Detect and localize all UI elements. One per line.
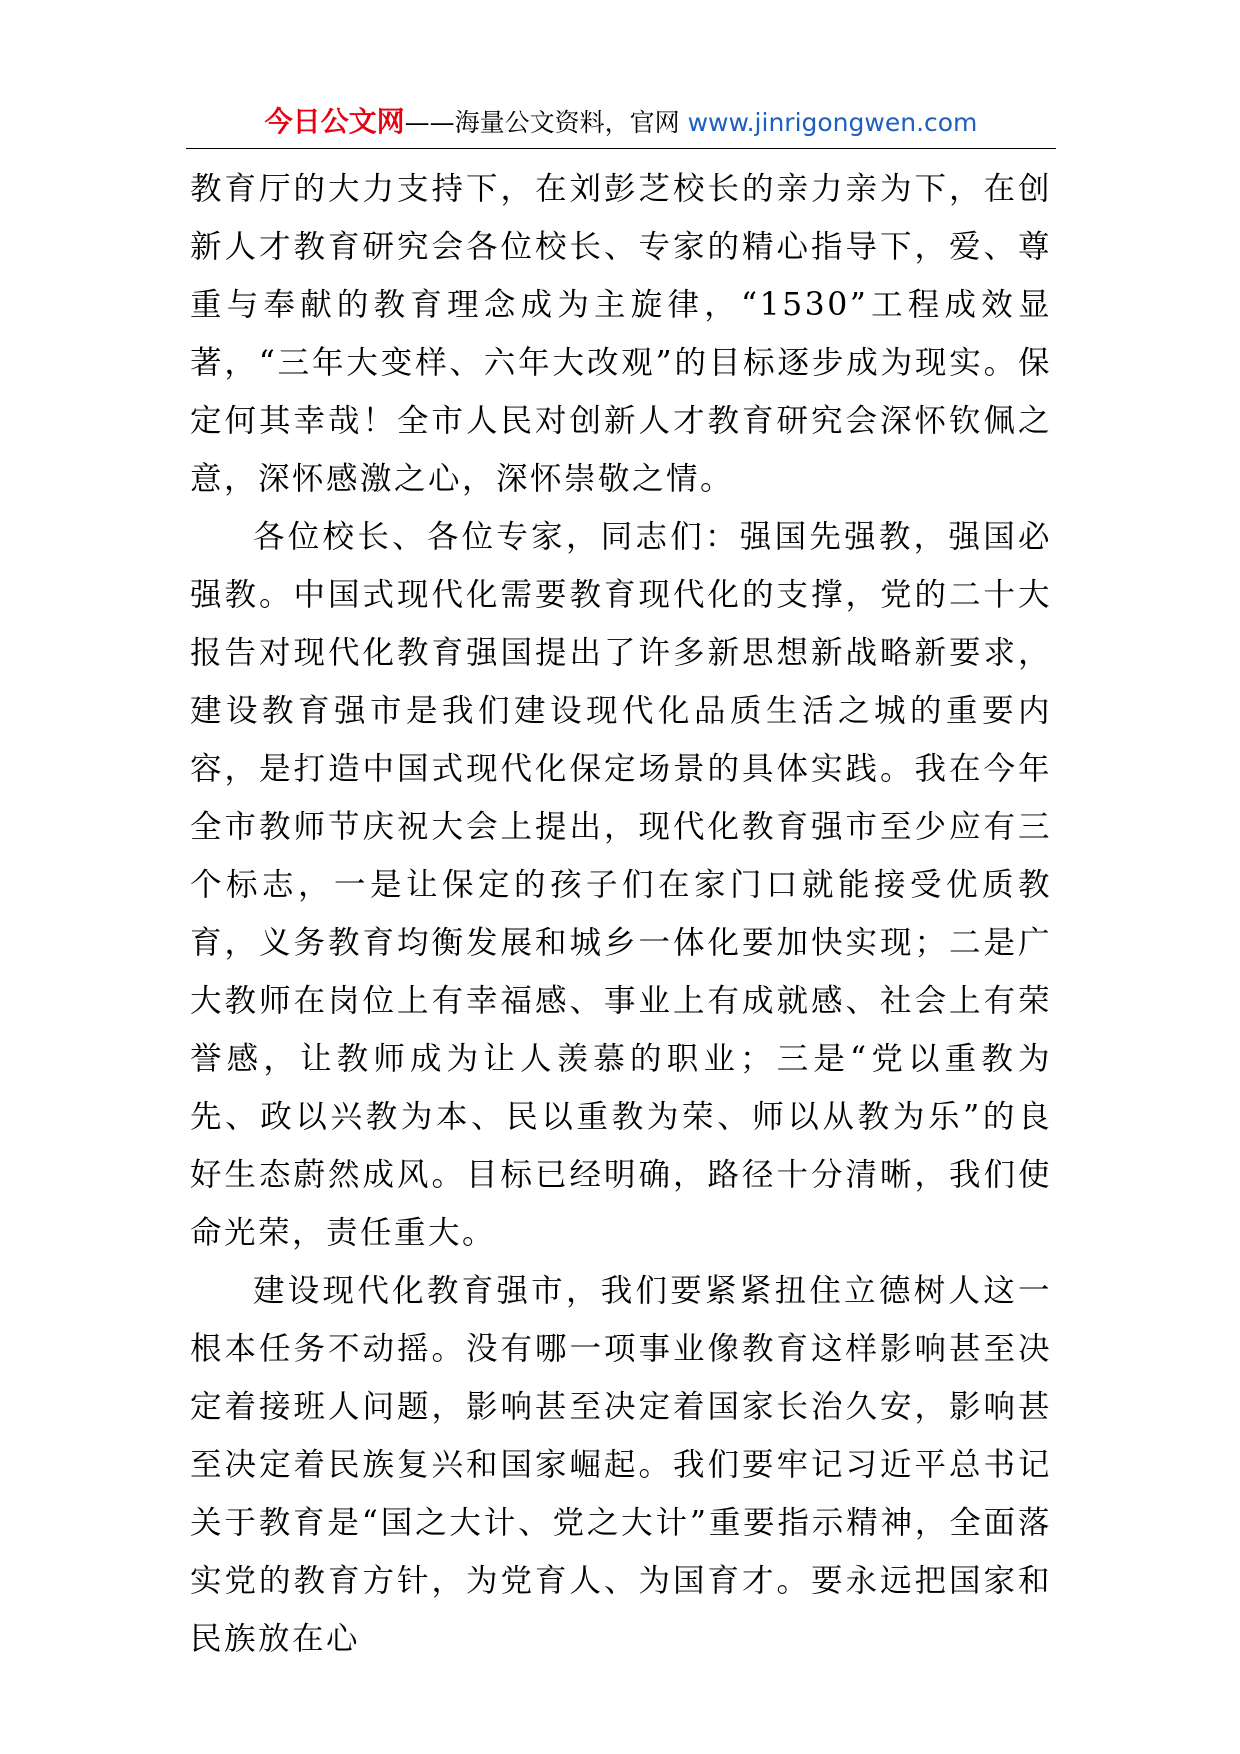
header-tagline: ——海量公文资料，官网 (404, 108, 688, 137)
header-divider (186, 148, 1056, 149)
paragraph-3: 建设现代化教育强市，我们要紧紧扭住立德树人这一根本任务不动摇。没有哪一项事业像教育这样影响甚至决定着接班人问题，影响甚至决定着国家长治久安，影响甚至决定着民族复兴和国家崛起。我们要牢记习近平总书记关于教育是“国之大计、党之大计”重要指示精神，全面落实党的教育方针，为党育人、为国育才。要永远把国家和民族放在心 (190, 1273, 1052, 1657)
paragraph-1: 教育厅的大力支持下，在刘彭芝校长的亲力亲为下，在创新人才教育研究会各位校长、专家的精心指导下，爱、尊重与奉献的教育理念成为主旋律，“1530”工程成效显著，“三年大变样、六年大改观”的目标逐步成为现实。保定何其幸哉！全市人民对创新人才教育研究会深怀钦佩之意，深怀感激之心，深怀崇敬之情。 (190, 171, 1052, 497)
document-body (190, 160, 1052, 1668)
paragraph-2: 各位校长、各位专家，同志们：强国先强教，强国必强教。中国式现代化需要教育现代化的支撑，党的二十大报告对现代化教育强国提出了许多新思想新战略新要求，建设教育强市是我们建设现代化品质生活之城的重要内容，是打造中国式现代化保定场景的具体实践。我在今年全市教师节庆祝大会上提出，现代化教育强市至少应有三个标志，一是让保定的孩子们在家门口就能接受优质教育，义务教育均衡发展和城乡一体化要加快实现；二是广大教师在岗位上有幸福感、事业上有成就感、社会上有荣誉感，让教师成为让人羡慕的职业；三是“党以重教为先、政以兴教为本、民以重教为荣、师以从教为乐”的良好生态蔚然成风。目标已经明确，路径十分清晰，我们使命光荣，责任重大。 (190, 519, 1052, 1251)
site-url-link[interactable]: www.jinrigongwen.com (687, 108, 978, 137)
site-brand: 今日公文网 (264, 105, 405, 138)
page-header (186, 104, 1056, 141)
